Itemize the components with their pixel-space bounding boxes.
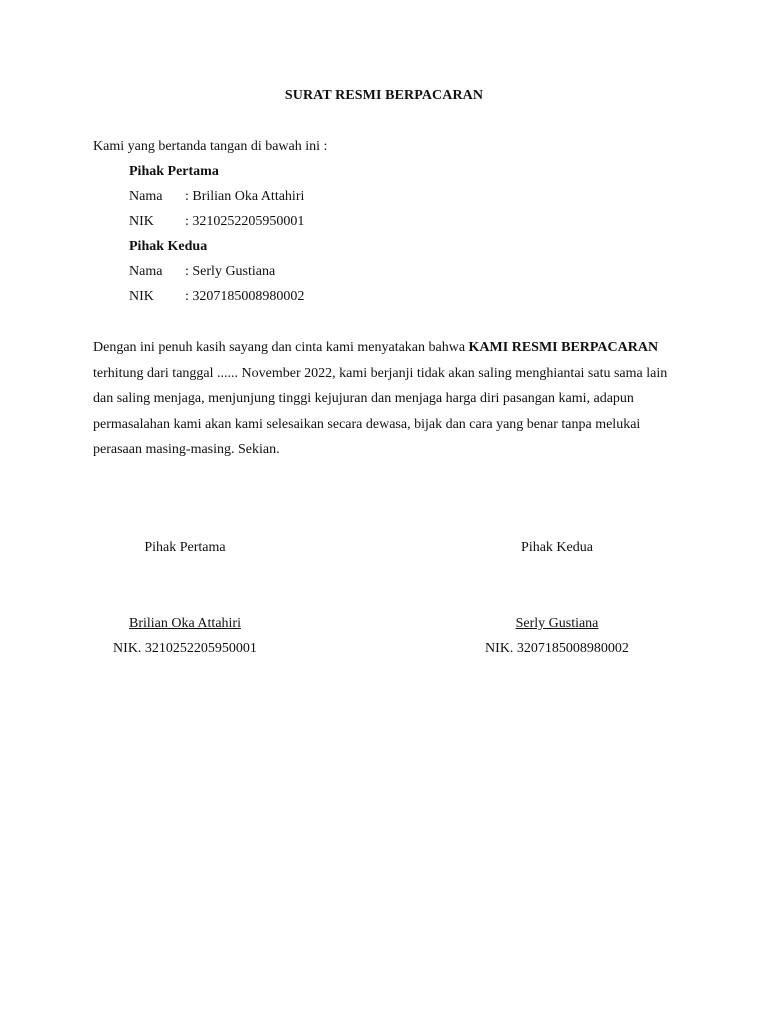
party-two-nik-label: NIK [129, 289, 154, 304]
signature-right-nik: NIK. 3207185008980002 [485, 641, 629, 656]
party-two-name-row [129, 259, 529, 284]
party-two-heading: Pihak Kedua [129, 239, 208, 254]
party-one-name-row [129, 184, 529, 209]
signature-left-nik: NIK. 3210252205950001 [113, 641, 257, 656]
party-two-name-label: Nama [129, 264, 163, 279]
document-title: SURAT RESMI BERPACARAN [284, 88, 484, 103]
party-two-nik-row [129, 284, 529, 309]
signature-left-name [65, 616, 305, 632]
party-one-name-value: : Brilian Oka Attahiri [185, 189, 305, 204]
statement-bold-declaration: KAMI RESMI BERPACARAN [468, 340, 659, 355]
party-two-nik-value: : 3207185008980002 [185, 289, 305, 304]
intro-text: Kami yang bertanda tangan di bawah ini : [93, 139, 328, 154]
party-two-name-value: : Serly Gustiana [185, 264, 276, 279]
party-one-heading: Pihak Pertama [129, 164, 219, 179]
statement-text-part1: Dengan ini penuh kasih sayang dan cinta kami menyatakan bahwa [93, 340, 469, 355]
party-one-nik-value: : 3210252205950001 [185, 214, 305, 229]
signature-right-name-text: Serly Gustiana [515, 616, 599, 631]
signature-right-role: Pihak Kedua [521, 540, 593, 555]
signature-left-role: Pihak Pertama [144, 540, 226, 555]
party-two-block [129, 234, 529, 309]
party-one-nik-row [129, 209, 529, 234]
party-one-name-label: Nama [129, 189, 163, 204]
statement-paragraph [93, 335, 683, 463]
party-one-block [129, 159, 529, 234]
signature-left-name-text: Brilian Oka Attahiri [129, 616, 241, 631]
party-one-nik-label: NIK [129, 214, 154, 229]
signature-right-name [437, 616, 677, 632]
statement-text-part2: terhitung dari tanggal ...... November 2022, kami berjanji tidak akan saling menghiantai satu sama lain dan saling menjaga, menjunjung tinggi kejujuran dan menjaga harga diri pasangan kami, adapun permasalahan kami akan kami selesaikan secara dewasa, bijak dan cara yang benar tanpa melukai perasaan masing-masing. Sekian. [93, 365, 668, 457]
